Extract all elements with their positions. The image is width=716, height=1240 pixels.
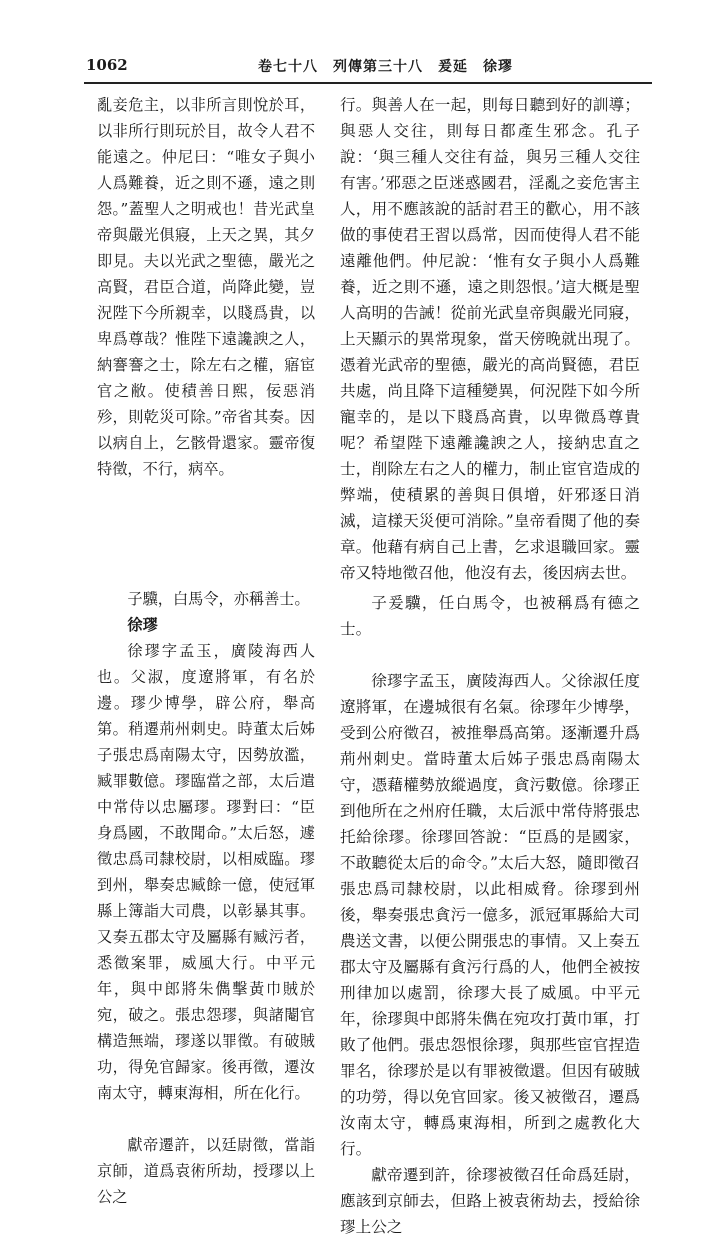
left-paragraph-2: 子驥，白馬令，亦稱善士。 <box>127 590 310 608</box>
left-paragraph-1: 亂妾危主，以非所言則悅於耳，以非所行則玩於目，故令人君不能遠之。仲尼曰：“唯女子與小人爲難養，近之則不遜，遠之則怨。”蓋聖人之明戒也！昔光武皇帝與嚴光俱寢，上天之異，其夕即見。夫以光武之聖德，嚴光之高賢，君臣合道，尚降此變，豈況陛下今所親幸，以賤爲貴，以卑爲尊哉？惟陛下遠讒諛之人，納謇謇之士，除左右之權，寤宦官之敝。使積善日熙，佞惡消殄，則乾災可除。”帝省其奏。因以病自上，乞骸骨還家。靈帝復特徵，不行，病卒。 <box>97 96 315 478</box>
spacer <box>340 642 640 668</box>
right-paragraph-4: 獻帝遷到許，徐璆被徵召任命爲廷尉，應該到京師去，但路上被袁術劫去，授給徐璆上公之 <box>340 1166 640 1236</box>
left-paragraph-3: 徐璆字孟玉，廣陵海西人也。父淑，度遼將軍，有名於邊。璆少博學，辟公府，舉高第。稍遷荊州刺史。時董太后姊子張忠爲南陽太守，因勢放濫，臧罪數億。璆臨當之部，太后遣中常侍以忠屬璆。璆對曰：“臣身爲國，不敢聞命。”太后怒，遽徵忠爲司隸校尉，以相威臨。璆到州，舉奏忠臧餘一億，使冠軍縣上簿詣大司農，以彰暴其事。又奏五郡太守及屬縣有臧污者，悉徵案罪，威風大行。中平元年，與中郎將朱儁擊黃巾賊於宛，破之。張忠怨璆，與諸閹官構造無端，璆遂以罪徵。有破賊功，得免官歸家。後再徵，遷汝南太守，轉東海相，所在化行。 <box>97 642 315 1102</box>
left-paragraph-4: 獻帝遷許，以廷尉徵，當詣京師，道爲袁術所劫，授璆以上公之 <box>97 1136 315 1206</box>
right-paragraph-1: 行。與善人在一起，則每日聽到好的訓導；與惡人交往，則每日都產生邪念。孔子說：‘與三種人交往有益，與另三種人交往有害。’邪惡之臣迷惑國君，淫亂之妾危害主人，用不應該說的話討君王的歡心，用不該做的事使君王習以爲常，因而使得人君不能遠離他們。仲尼說：‘惟有女子與小人爲難養，近之則不遜，遠之則怨恨。’這大概是聖人高明的告誡！從前光武皇帝與嚴光同寢，上天顯示的異常現象，當天傍晚就出現了。憑着光武帝的聖德，嚴光的高尚賢德，君臣共處，尚且降下這種變異，何況陛下如今所寵幸的，是以下賤爲高貴，以卑微爲尊貴呢？希望陛下遠離讒諛之人，接納忠直之士，削除左右之人的權力，制止宦官造成的弊端，使積累的善與日俱增，奸邪逐日消滅，這樣天災便可消除。”皇帝看閱了他的奏章。他藉有病自己上書，乞求退職回家。靈帝又特地徵召他，他沒有去，後因病去世。 <box>340 96 640 582</box>
header-rule <box>84 82 652 84</box>
page-number: 1062 <box>86 56 128 74</box>
spacer <box>97 1106 315 1132</box>
right-paragraph-3: 徐璆字孟玉，廣陵海西人。父徐淑任度遼將軍，在邊城很有名氣。徐璆年少博學，受到公府徵召，被推舉爲高第。逐漸遷升爲荊州刺史。當時董太后姊子張忠爲南陽太守，憑藉權勢放縱過度，貪污數億。徐璆正到他所在之州府任職，太后派中常侍將張忠托給徐璆。徐璆回答說：“臣爲的是國家，不敢聽從太后的命令。”太后大怒，隨即徵召張忠爲司隸校尉，以此相威脅。徐璆到州後，舉奏張忠貪污一億多，派冠軍縣給大司農送文書，以便公開張忠的事情。又上奏五郡太守及屬縣有貪污行爲的人，他們全被按刑律加以處罰，徐璆大長了威風。中平元年，徐璆與中郎將朱儁在宛攻打黃巾軍，打敗了他們。張忠怨恨徐璆，與那些宦官捏造罪名，徐璆於是以有罪被徵還。但因有破賊的功勞，得以免官回家。後又被徵召，遷爲汝南太守，轉爲東海相，所到之處教化大行。 <box>340 672 640 1158</box>
running-title: 卷七十八 列傳第三十八 爰延 徐璆 <box>258 59 513 75</box>
translation-column <box>340 92 640 1240</box>
page-header <box>0 56 716 80</box>
spacer <box>97 482 315 586</box>
right-paragraph-2: 子爰驥，任白馬令，也被稱爲有德之士。 <box>340 594 640 638</box>
section-heading: 徐璆 <box>127 616 158 634</box>
classical-text-column <box>97 92 315 1210</box>
